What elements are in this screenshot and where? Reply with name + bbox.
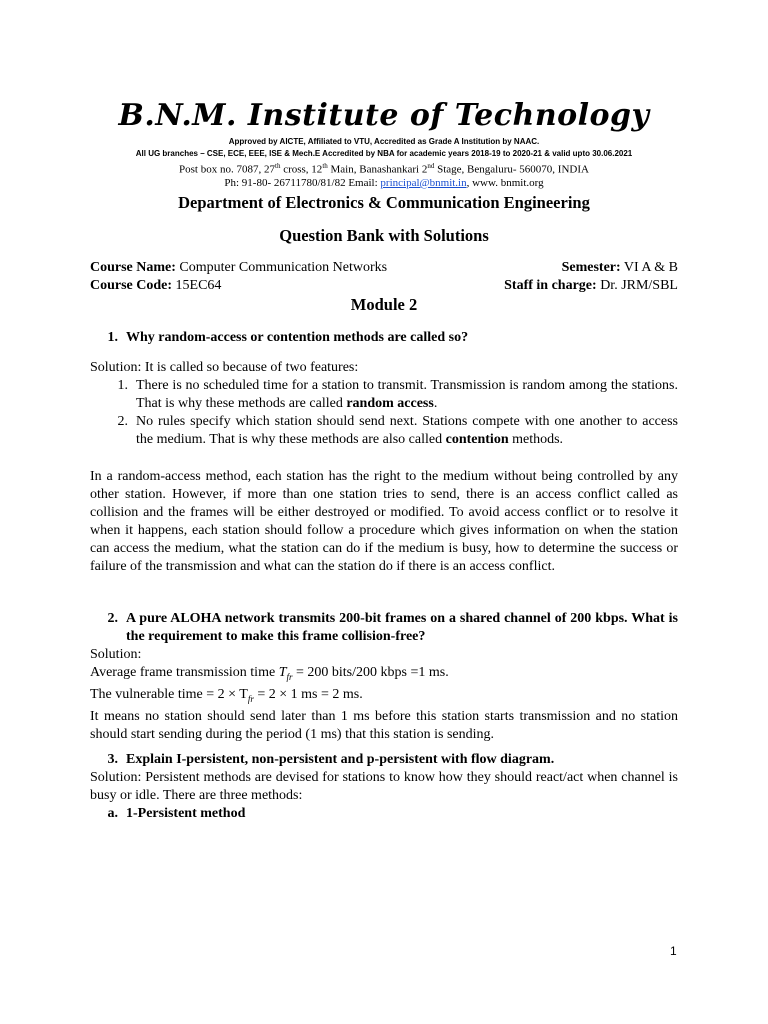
address-line: Post box no. 7087, 27th cross, 12th Main, Banashankari 2nd Stage, Bengaluru- 560070, INDIA: [179, 162, 589, 176]
question-2: [90, 610, 678, 744]
institute-name: B.N.M. Institute of Technology: [118, 98, 650, 133]
sub-heading: a. 1-Persistent method: [107, 806, 246, 821]
solution-text: Solution: Persistent methods are devised for stations to know how they should react/act when channel is busy or idle. There are three methods:: [90, 770, 678, 803]
staff-in-charge: Staff in charge: Dr. JRM/SBL: [504, 278, 678, 293]
question-heading: 1. Why random-access or contention methods are called so?: [107, 330, 469, 345]
solution-line: The vulnerable time = $2 \times T_{fr} = 2 \times 1$ ms = 2 ms.: [90, 686, 363, 704]
semester: Semester: VI A & B: [561, 260, 678, 275]
course-info: [90, 259, 678, 295]
question-heading: 2. A pure ALOHA network transmits 200-bit frames on a shared channel of 200 kbps. What is the requirement to make this frame collision-free?: [107, 611, 678, 644]
list-item: 2. No rules specify which station should send next. Stations compete with one another to access the medium. That is why these methods are also called contention methods.: [117, 414, 678, 447]
approval-line: Approved by AICTE, Affiliated to VTU, Accredited as Grade A Institution by NAAC.: [228, 137, 540, 146]
document-title: Question Bank with Solutions: [279, 226, 489, 245]
course-code: Course Code: 15EC64: [90, 278, 222, 293]
letterhead: [0, 96, 768, 190]
question-3: [90, 751, 678, 823]
module-heading: Module 2: [350, 295, 418, 314]
list-item: 1. There is no scheduled time for a station to transmit. Transmission is random among the stations. That is why these methods are called random access.: [117, 378, 678, 411]
page-number: 1: [670, 944, 677, 958]
email-link[interactable]: principal@bnmit.in: [380, 176, 467, 189]
contact-line: Ph: 91-80- 26711780/81/82 Email: principal@bnmit.in, www. bnmit.org: [224, 176, 544, 189]
question-1: [90, 329, 678, 347]
department-title: Department of Electronics & Communication Engineering: [178, 193, 590, 212]
question-heading: 3. Explain I-persistent, non-persistent and p-persistent with flow diagram.: [107, 752, 555, 767]
paragraph: In a random-access method, each station has the right to the medium without being controlled by any other station. However, if more than one station tries to send, there is an access conflict called as collision and the frames will be either destroyed or modified. To avoid access conflict or to resolve it when it happens, each station should follow a procedure which gives information on when the station can access the medium, what the station can do if the medium is busy, how to determine the success or failure of the transmission and what can the station do if there is an access conflict.: [90, 469, 678, 574]
solution-intro: Solution: It is called so because of two features:: [90, 360, 359, 375]
nba-line: All UG branches – CSE, ECE, EEE, ISE & Mech.E Accredited by NBA for academic years 2018-19 to 2020-21 & valid upto 30.06.2021: [135, 149, 633, 158]
solution-line: It means no station should send later than 1 ms before this station starts transmission and no station should start sending during the period (1 ms) that this station is sending.: [90, 708, 678, 742]
solution-label: Solution:: [90, 647, 142, 662]
course-name: Course Name: Computer Communication Networks: [90, 260, 388, 275]
question-1-solution: [90, 359, 678, 449]
solution-line: Average frame transmission time $T_{fr} = 200$ bits/200 kbps =1 ms.: [90, 665, 449, 682]
